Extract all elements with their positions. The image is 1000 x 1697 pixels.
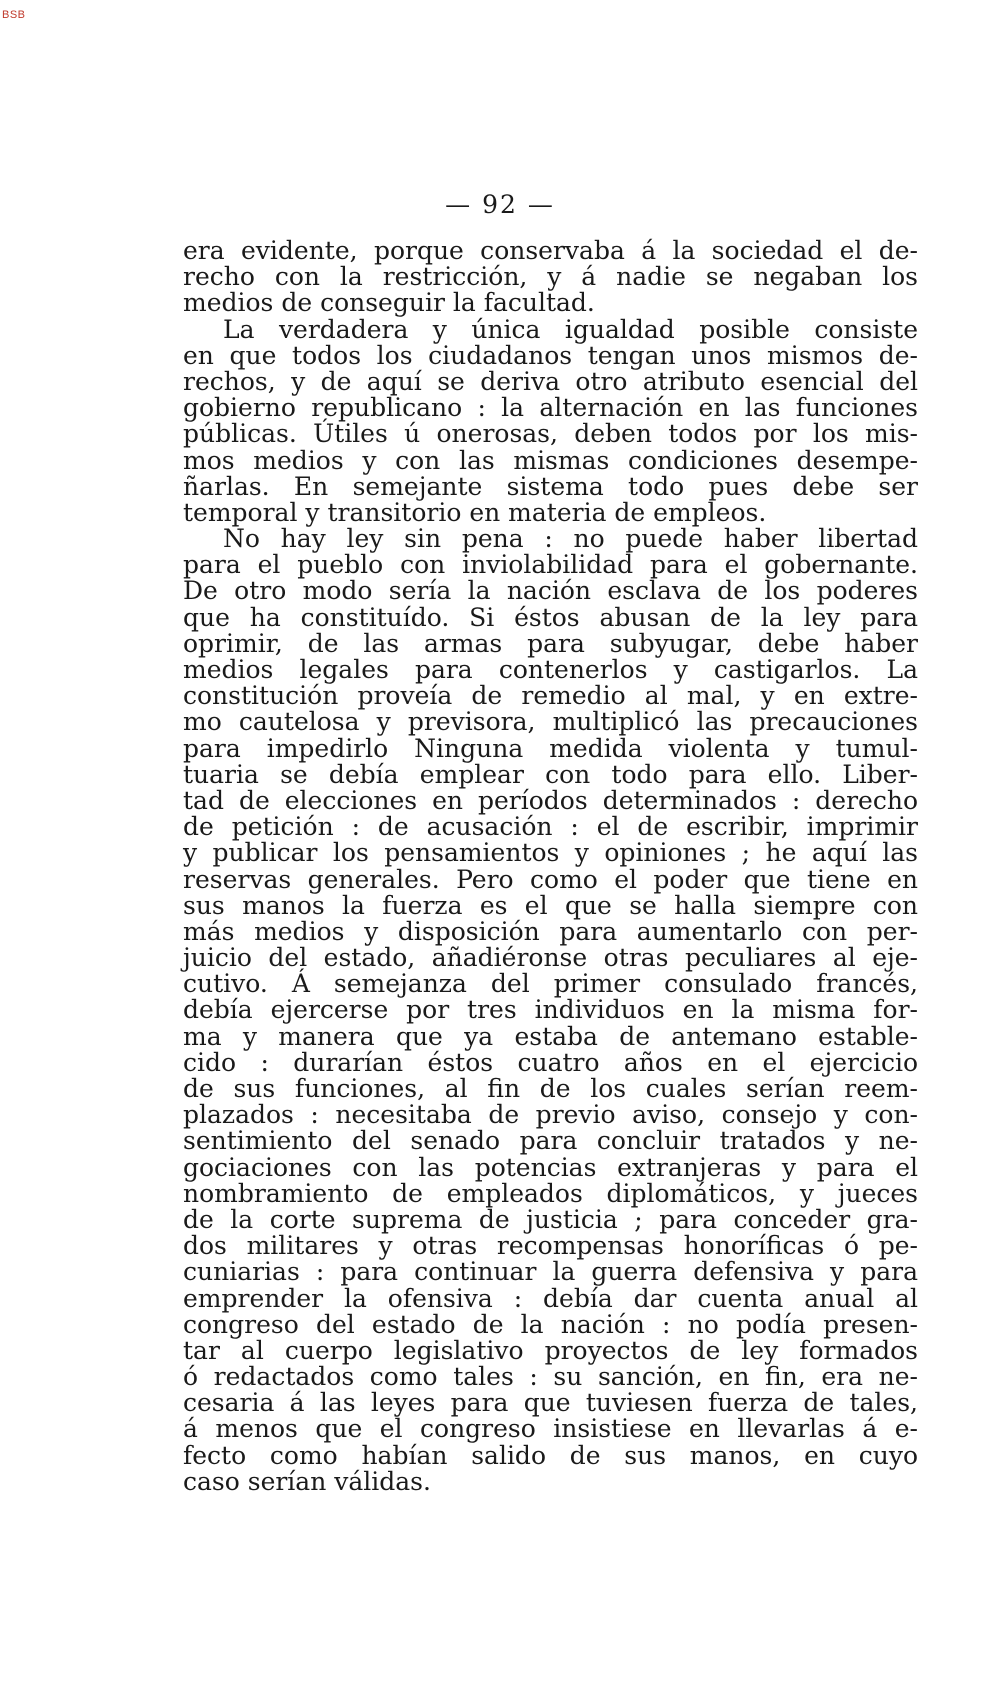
library-watermark: BSB: [2, 9, 26, 21]
text-line: ó redactados como tales : su sanción, en fin, era ne-: [183, 1362, 918, 1392]
text-line: caso serían válidas.: [183, 1466, 431, 1496]
text-line: y publicar los pensamientos y opiniones ; he aquí las: [183, 838, 918, 868]
text-line: de sus funciones, al fin de los cuales serían reem-: [183, 1074, 918, 1103]
text-line: emprender la ofensiva : debía dar cuenta anual al: [183, 1283, 918, 1313]
page-number: — 92 —: [445, 190, 555, 219]
body-text: [183, 238, 918, 1495]
text-line: tar al cuerpo legislativo proyectos de ley formados: [183, 1335, 918, 1365]
text-line: gobierno republicano : la alternación en las funciones: [183, 393, 918, 423]
text-line: constitución proveía de remedio al mal, y en extre-: [183, 681, 918, 711]
text-line: á menos que el congreso insistiese en llevarlas á e-: [183, 1414, 918, 1444]
text-line: mos medios y con las mismas condiciones desempe-: [183, 445, 918, 475]
text-line: cido : durarían éstos cuatro años en el ejercicio: [183, 1047, 918, 1077]
text-line: La verdadera y única igualdad posible consiste: [223, 314, 918, 344]
text-line: recho con la restricción, y á nadie se negaban los: [183, 262, 918, 292]
text-line: medios de conseguir la facultad.: [183, 288, 595, 318]
text-line: congreso del estado de la nación : no podía presen-: [183, 1309, 918, 1339]
text-line: rechos, y de aquí se deriva otro atributo esencial del: [183, 366, 918, 396]
text-line: para impedirlo Ninguna medida violenta y tumul-: [183, 733, 918, 763]
text-line: plazados : necesitaba de previo aviso, consejo y con-: [183, 1100, 918, 1130]
text-line: públicas. Útiles ú onerosas, deben todos por los mis-: [183, 419, 918, 449]
text-line: ñarlas. En semejante sistema todo pues debe ser: [183, 471, 918, 501]
text-line: cutivo. Á semejanza del primer consulado francés,: [183, 969, 918, 999]
text-line: sentimiento del senado para concluir tratados y ne-: [183, 1126, 918, 1156]
text-line: era evidente, porque conservaba á la sociedad el de-: [183, 236, 918, 265]
text-line: más medios y disposición para aumentarlo con per-: [183, 916, 918, 946]
text-line: medios legales para contenerlos y castigarlos. La: [183, 655, 918, 684]
text-line: De otro modo sería la nación esclava de los poderes: [183, 576, 918, 606]
text-line: que ha constituído. Si éstos abusan de la ley para: [183, 602, 918, 632]
text-line: No hay ley sin pena : no puede haber libertad: [223, 524, 918, 554]
text-line: tad de elecciones en períodos determinados : derecho: [183, 785, 918, 815]
text-line: tuaria se debía emplear con todo para ello. Liber-: [183, 759, 918, 789]
text-line: sus manos la fuerza es el que se halla siempre con: [183, 890, 918, 920]
text-line: de petición : de acusación : el de escribir, imprimir: [183, 812, 918, 842]
text-line: juicio del estado, añadiéronse otras peculiares al eje-: [183, 943, 918, 973]
text-line: nombramiento de empleados diplomáticos, y jueces: [183, 1178, 918, 1208]
text-line: mo cautelosa y previsora, multiplicó las precauciones: [183, 707, 918, 737]
text-line: reservas generales. Pero como el poder que tiene en: [183, 864, 918, 894]
text-line: ma y manera que ya estaba de antemano estable-: [183, 1021, 918, 1051]
text-line: oprimir, de las armas para subyugar, debe haber: [183, 628, 918, 658]
text-line: debía ejercerse por tres individuos en la misma for-: [183, 995, 918, 1025]
text-line: de la corte suprema de justicia ; para conceder gra-: [183, 1204, 918, 1234]
text-line: fecto como habían salido de sus manos, en cuyo: [183, 1440, 918, 1470]
text-line: temporal y transitorio en materia de empleos.: [183, 497, 767, 527]
text-line: dos militares y otras recompensas honoríficas ó pe-: [183, 1231, 918, 1261]
text-line: para el pueblo con inviolabilidad para el gobernante.: [183, 550, 918, 580]
text-line: en que todos los ciudadanos tengan unos mismos de-: [183, 340, 918, 370]
text-line: cuniarias : para continuar la guerra defensiva y para: [183, 1257, 918, 1287]
text-line: cesaria á las leyes para que tuviesen fuerza de tales,: [183, 1388, 918, 1418]
text-line: gociaciones con las potencias extranjeras y para el: [183, 1152, 918, 1182]
